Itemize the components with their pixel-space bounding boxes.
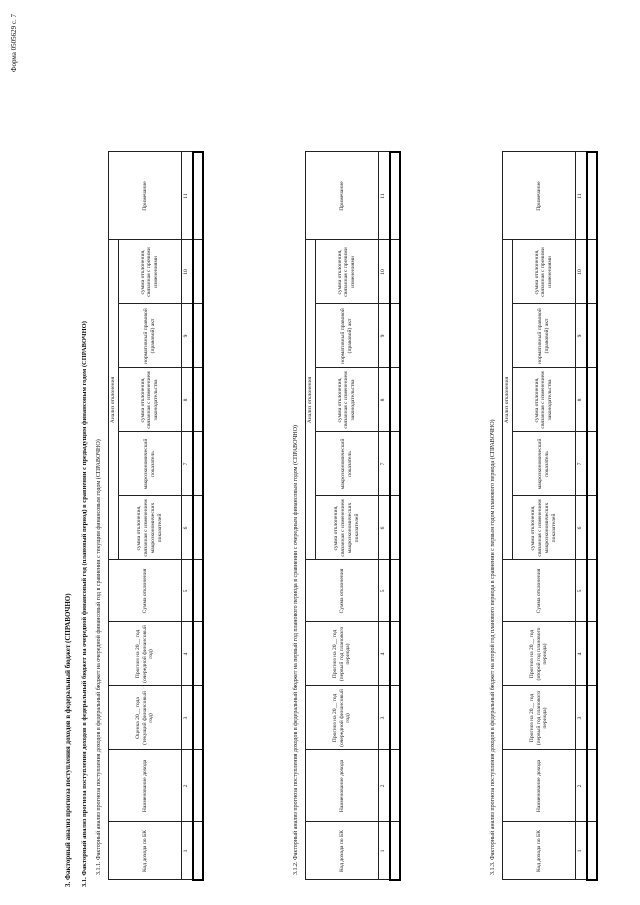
table-row bbox=[587, 152, 597, 880]
column-number-row bbox=[575, 152, 587, 880]
column-number: 4 bbox=[181, 622, 193, 686]
table-cell bbox=[587, 496, 597, 560]
table-cell bbox=[390, 622, 400, 686]
column-number: 3 bbox=[181, 686, 193, 750]
table-caption: 3.1.3. Факторный анализ прогноза поступления доходов в федеральный бюджет на второй год планового периода в сравнении с первым годом планового периода (СПРАВОЧНО) bbox=[490, 419, 496, 875]
col-header-9: нормативный правовой (правовой) акт bbox=[315, 304, 378, 368]
col-header-name: Наименование дохода bbox=[503, 750, 576, 822]
table-cell bbox=[193, 622, 203, 686]
col-group-header-analysis: Анализ отклонения bbox=[109, 240, 119, 560]
col-header-10: сумма отклонения, связанная с прочими изменениями bbox=[118, 240, 181, 304]
column-number: 11 bbox=[378, 152, 390, 240]
form-code: Форма 0505629 с. 7 bbox=[10, 14, 18, 73]
column-number: 8 bbox=[378, 368, 390, 432]
factor-analysis-table bbox=[305, 151, 401, 881]
table-cell bbox=[390, 152, 400, 240]
table-cell bbox=[193, 686, 203, 750]
table-cell bbox=[390, 240, 400, 304]
column-number: 5 bbox=[575, 560, 587, 622]
column-number: 2 bbox=[575, 750, 587, 822]
table-cell bbox=[193, 152, 203, 240]
col-header-deviation: Сумма отклонения bbox=[109, 560, 182, 622]
table-cell bbox=[193, 496, 203, 560]
table-cell bbox=[193, 822, 203, 880]
col-header-note: Примечание bbox=[503, 152, 576, 240]
col-header-code: Код дохода по БК bbox=[306, 822, 379, 880]
table-cell bbox=[390, 432, 400, 496]
col-header-value-a: Оценка 20__ года (текущий финансовый год) bbox=[109, 686, 182, 750]
table-cell bbox=[587, 622, 597, 686]
col-header-8: сумма отклонения, связанная с изменением законодательства bbox=[315, 368, 378, 432]
col-header-value-b: Прогноз на 20__ год (второй год планового периода) bbox=[503, 622, 576, 686]
table-cell bbox=[587, 432, 597, 496]
table-cell bbox=[390, 750, 400, 822]
factor-analysis-table bbox=[502, 151, 598, 881]
table-cell bbox=[390, 368, 400, 432]
table-cell bbox=[193, 432, 203, 496]
col-header-6: сумма отклонения, связанная с изменением макроэкономических показателей bbox=[315, 496, 378, 560]
table-cell bbox=[587, 304, 597, 368]
header-row bbox=[503, 152, 513, 880]
table-caption: 3.1.1. Факторный анализ прогноза поступления доходов в федеральный бюджет на очередной финансовый год в сравнении с текущим финансовым годом (СПРАВОЧНО) bbox=[96, 439, 102, 875]
table-cell bbox=[587, 152, 597, 240]
column-number-row bbox=[378, 152, 390, 880]
column-number: 3 bbox=[575, 686, 587, 750]
column-number: 9 bbox=[181, 304, 193, 368]
column-number: 2 bbox=[378, 750, 390, 822]
column-number: 2 bbox=[181, 750, 193, 822]
col-header-6: сумма отклонения, связанная с изменением макроэкономических показателей bbox=[118, 496, 181, 560]
table-cell bbox=[587, 750, 597, 822]
column-number: 7 bbox=[378, 432, 390, 496]
table-cell bbox=[587, 240, 597, 304]
col-header-note: Примечание bbox=[306, 152, 379, 240]
col-header-deviation: Сумма отклонения bbox=[503, 560, 576, 622]
col-header-10: сумма отклонения, связанная с прочими изменениями bbox=[315, 240, 378, 304]
subsection-heading: 3.1. Факторный анализ прогноза поступления доходов в федеральный бюджет на очередной финансовый год (плановый период) в сравнении с предыдущим финансовым годом (СПРАВОЧНО) bbox=[81, 321, 88, 887]
col-header-deviation: Сумма отклонения bbox=[306, 560, 379, 622]
col-header-name: Наименование дохода bbox=[109, 750, 182, 822]
table-cell bbox=[587, 686, 597, 750]
table-cell bbox=[587, 368, 597, 432]
table-cell bbox=[193, 304, 203, 368]
column-number: 9 bbox=[575, 304, 587, 368]
col-header-code: Код дохода по БК bbox=[503, 822, 576, 880]
column-number: 10 bbox=[575, 240, 587, 304]
table-caption: 3.1.2. Факторный анализ прогноза поступления доходов в федеральный бюджет на первый год планового периода в сравнении с очередным финансовым годом (СПРАВОЧНО) bbox=[293, 425, 299, 875]
col-header-value-a: Прогноз на 20__ год (очередной финансовый год) bbox=[306, 686, 379, 750]
table-cell bbox=[390, 822, 400, 880]
column-number: 10 bbox=[378, 240, 390, 304]
col-header-7: макроэкономический показатель bbox=[512, 432, 575, 496]
table-cell bbox=[587, 560, 597, 622]
header-row bbox=[306, 152, 316, 880]
col-header-8: сумма отклонения, связанная с изменением законодательства bbox=[118, 368, 181, 432]
column-number: 7 bbox=[575, 432, 587, 496]
table-cell bbox=[390, 560, 400, 622]
column-number: 8 bbox=[575, 368, 587, 432]
table-cell bbox=[193, 560, 203, 622]
col-header-value-b: Прогноз на 20__ год (очередной финансовый год) bbox=[109, 622, 182, 686]
column-number: 6 bbox=[575, 496, 587, 560]
column-number: 11 bbox=[575, 152, 587, 240]
column-number: 7 bbox=[181, 432, 193, 496]
column-number: 3 bbox=[378, 686, 390, 750]
table-row bbox=[193, 152, 203, 880]
column-number: 11 bbox=[181, 152, 193, 240]
table-cell bbox=[587, 822, 597, 880]
col-header-note: Примечание bbox=[109, 152, 182, 240]
col-header-7: макроэкономический показатель bbox=[315, 432, 378, 496]
col-header-6: сумма отклонения, связанная с изменением макроэкономических показателей bbox=[512, 496, 575, 560]
col-group-header-analysis: Анализ отклонения bbox=[503, 240, 513, 560]
column-number: 6 bbox=[378, 496, 390, 560]
col-header-9: нормативный правовой (правовой) акт bbox=[512, 304, 575, 368]
table-cell bbox=[193, 750, 203, 822]
column-number: 1 bbox=[378, 822, 390, 880]
column-number-row bbox=[181, 152, 193, 880]
column-number: 9 bbox=[378, 304, 390, 368]
table-cell bbox=[193, 240, 203, 304]
table-cell bbox=[390, 496, 400, 560]
col-header-code: Код дохода по БК bbox=[109, 822, 182, 880]
column-number: 5 bbox=[181, 560, 193, 622]
col-header-10: сумма отклонения, связанная с прочими изменениями bbox=[512, 240, 575, 304]
factor-analysis-table bbox=[108, 151, 204, 881]
col-header-name: Наименование дохода bbox=[306, 750, 379, 822]
table-cell bbox=[390, 304, 400, 368]
column-number: 1 bbox=[575, 822, 587, 880]
table-cell bbox=[193, 368, 203, 432]
column-number: 4 bbox=[575, 622, 587, 686]
column-number: 8 bbox=[181, 368, 193, 432]
table-row bbox=[390, 152, 400, 880]
col-header-7: макроэкономический показатель bbox=[118, 432, 181, 496]
column-number: 4 bbox=[378, 622, 390, 686]
col-header-8: сумма отклонения, связанная с изменением законодательства bbox=[512, 368, 575, 432]
col-group-header-analysis: Анализ отклонения bbox=[306, 240, 316, 560]
col-header-9: нормативный правовой (правовой) акт bbox=[118, 304, 181, 368]
column-number: 10 bbox=[181, 240, 193, 304]
section-heading: 3. Факторный анализ прогноза поступления доходов в федеральный бюджет (СПРАВОЧНО) bbox=[64, 593, 72, 887]
col-header-value-a: Прогноз на 20__ год (первый год планового периода) bbox=[503, 686, 576, 750]
column-number: 6 bbox=[181, 496, 193, 560]
header-row bbox=[109, 152, 119, 880]
table-cell bbox=[390, 686, 400, 750]
column-number: 1 bbox=[181, 822, 193, 880]
column-number: 5 bbox=[378, 560, 390, 622]
col-header-value-b: Прогноз на 20__ год (первый год планового периода) bbox=[306, 622, 379, 686]
